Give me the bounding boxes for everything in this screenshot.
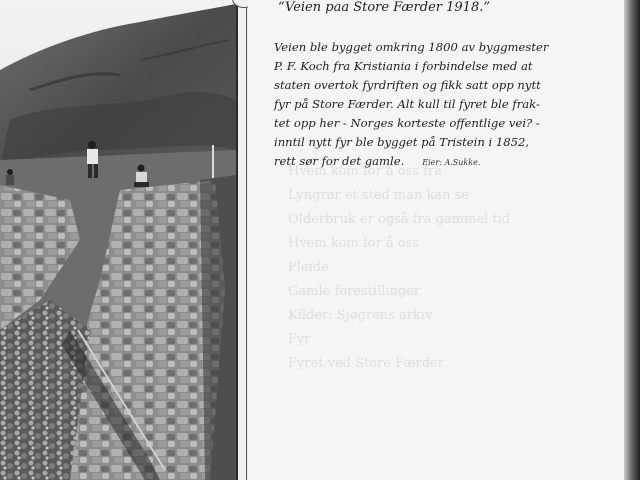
text-page — [248, 0, 624, 480]
caption-line: inntil nytt fyr ble bygget på Tristein i 1852, — [274, 135, 530, 149]
caption-last-line — [274, 152, 614, 172]
caption-line: fyr på Store Færder. Alt kull til fyret ble frak- — [274, 97, 540, 111]
photo-drawing — [0, 0, 236, 480]
caption-line: Veien ble bygget omkring 1800 av byggmester — [274, 40, 549, 54]
photo-credit: Eier: A.Sukke. — [422, 158, 481, 167]
bleed-through-text: Hvem kom for å oss fra Lyngrør et sted man kan se Olderbruk er også fra gammel tid Hvem kom for å oss Pleide Gamle forestillinger Kilder: Sjøgrens arkiv Fyr Fyret ved Store Færder — [288, 164, 511, 371]
caption-line: rett sør for det gamle. — [274, 154, 405, 168]
caption-body — [274, 38, 614, 172]
caption-title: “Veien paa Store Færder 1918.” — [278, 0, 490, 15]
book-spine-shadow — [624, 0, 640, 480]
caption-line: staten overtok fyrdriften og fikk satt opp nytt — [274, 78, 541, 92]
page-frame-line — [246, 0, 247, 480]
caption-line: tet opp her - Norges korteste offentlige vei? - — [274, 116, 540, 130]
photo-frame-line — [236, 0, 238, 480]
historic-photograph — [0, 0, 236, 480]
caption-line: P. F. Koch fra Kristiania i forbindelse med at — [274, 59, 533, 73]
